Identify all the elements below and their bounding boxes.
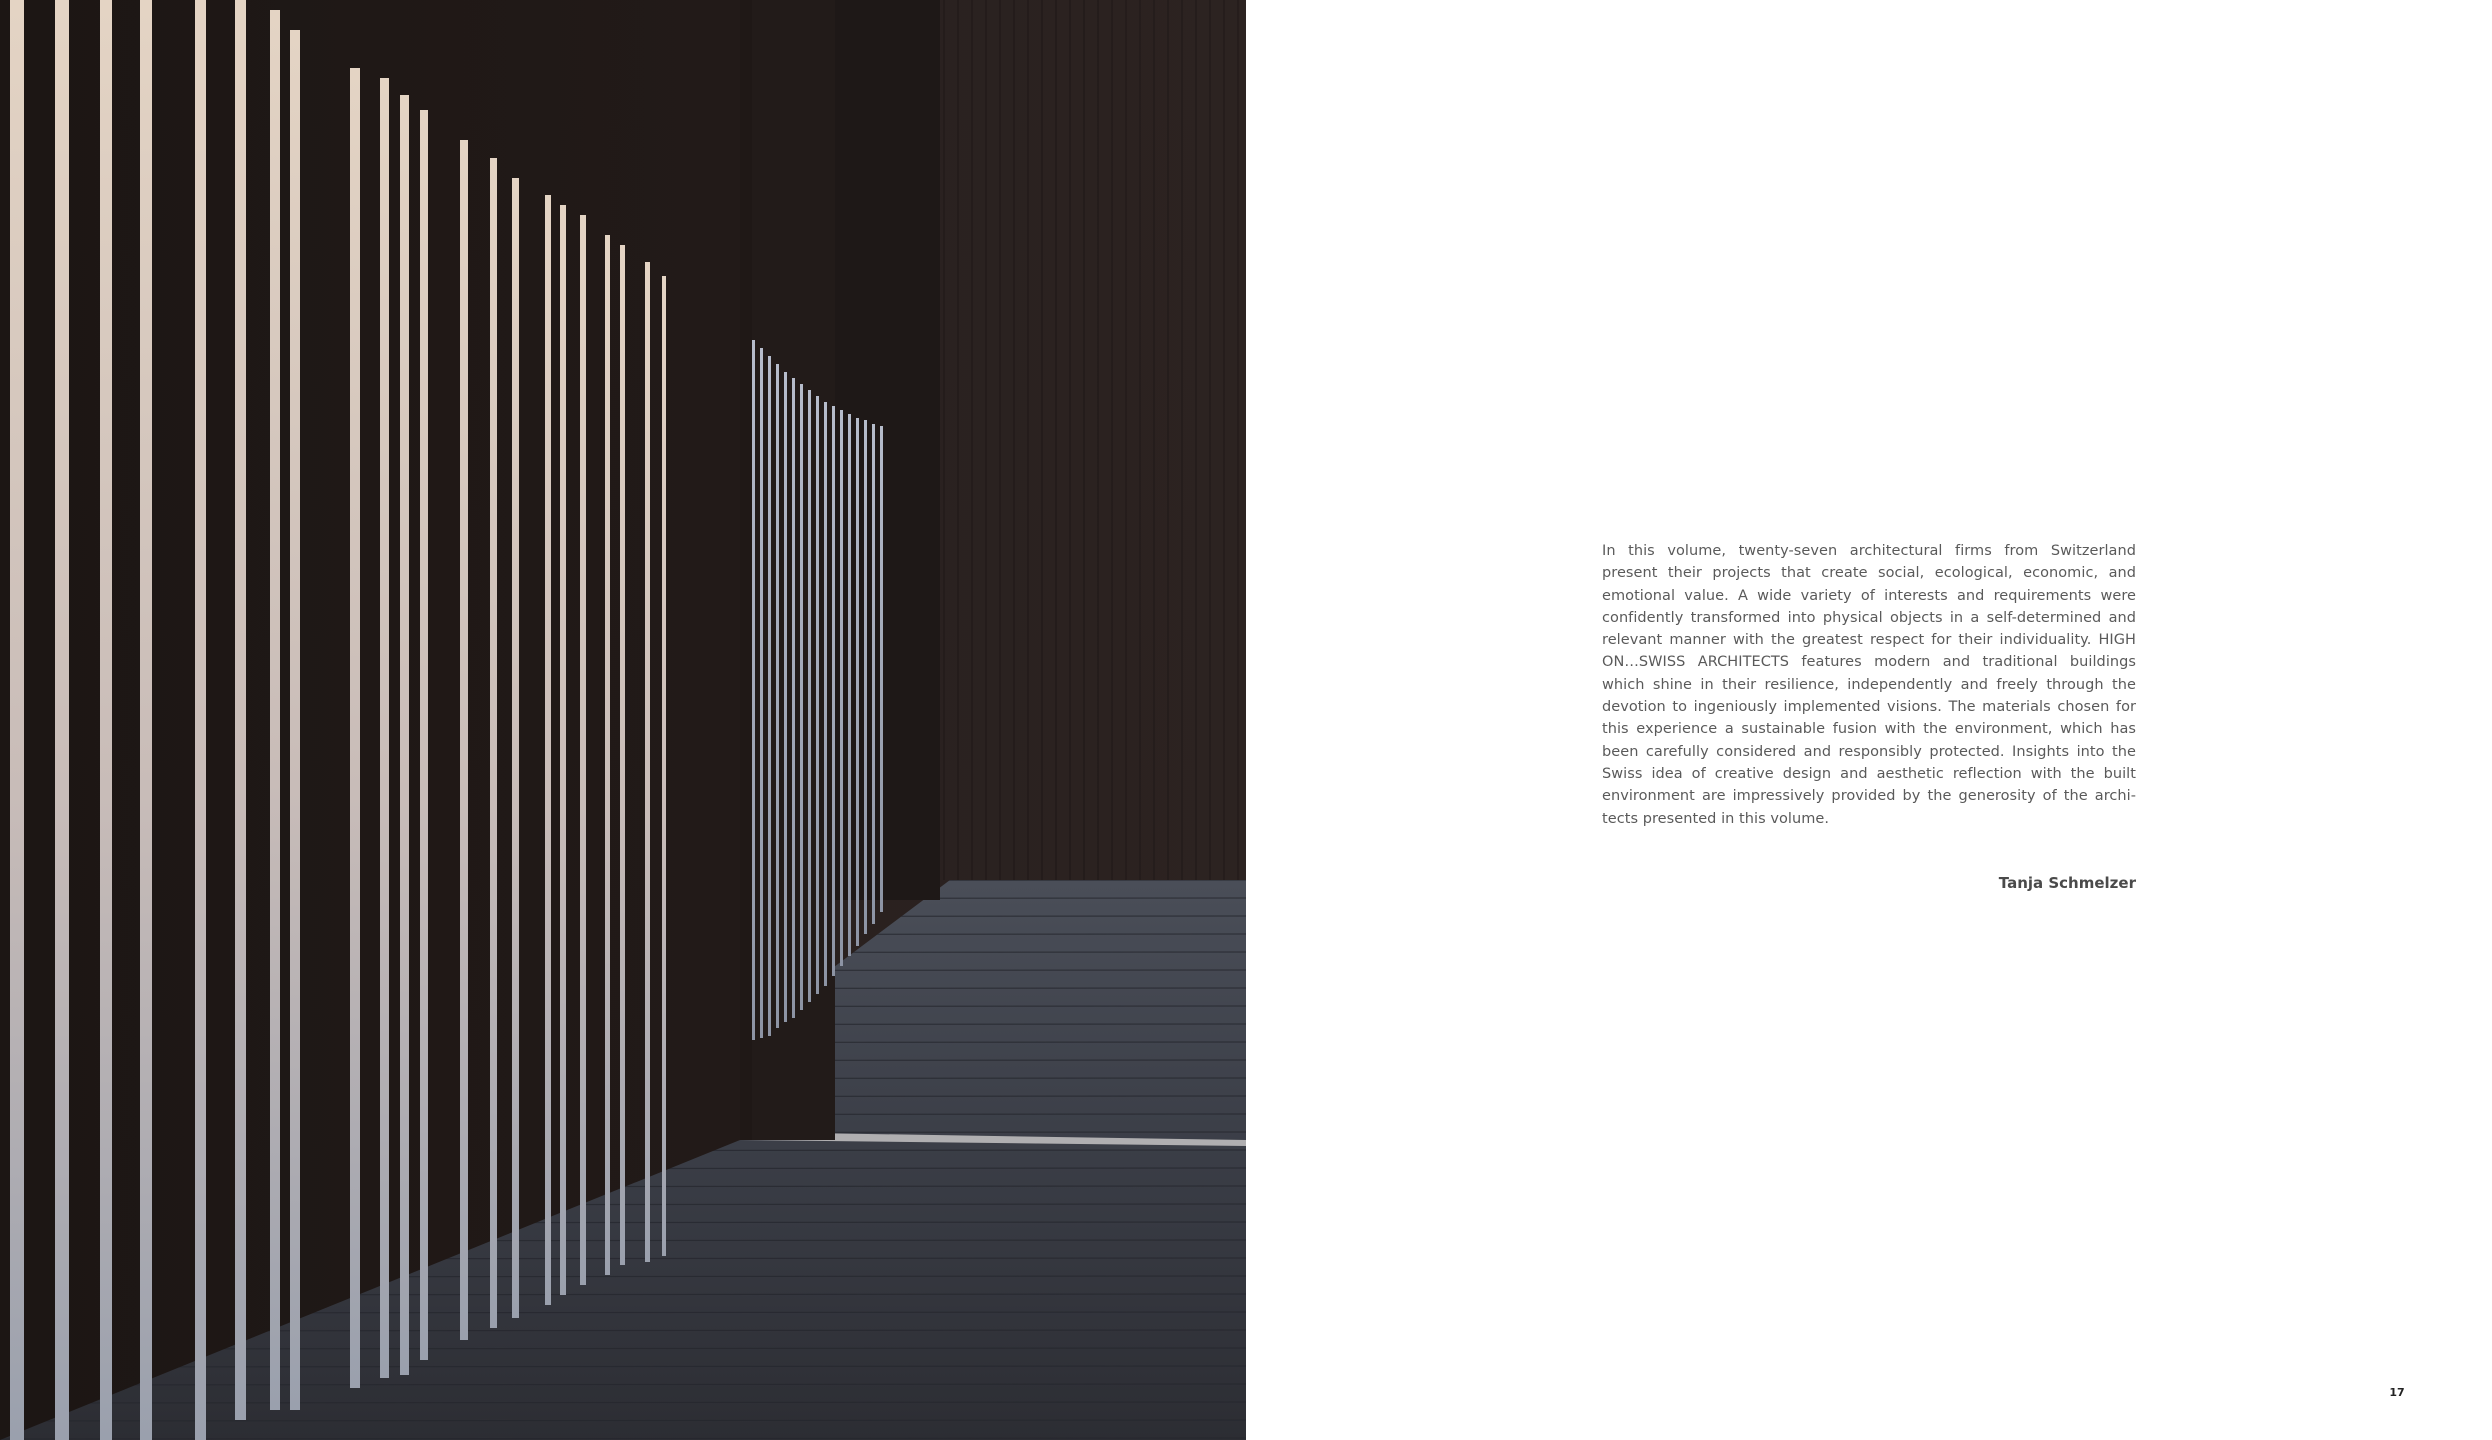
intro-paragraph: In this volume, twenty-seven architectural firms from Switzerland present their projects that create social, ecological, economic, and emotional value. A wide variety of interests and requirements were confidently transformed into physical objects in a self-determined and relevant manner with the greatest respect for their individuality. HIGH ON…SWISS ARCHITECTS features modern and traditional buildings which shine in their resilience, independently and freely through the devotion to ingeniously implemented visions. The materials chosen for this experience a sustainable fusion with the environment, which has been carefully considered and responsibly protected. Insights into the Swiss idea of creative design and aesthetic reflection with the built environment are impressively provided by the generosity of the architects presented in this volume. — [1602, 543, 2136, 827]
author-name: Tanja Schmelzer — [1998, 873, 2136, 892]
page-number: 17 — [2389, 1386, 2405, 1399]
intro-text-block — [1602, 540, 2136, 894]
